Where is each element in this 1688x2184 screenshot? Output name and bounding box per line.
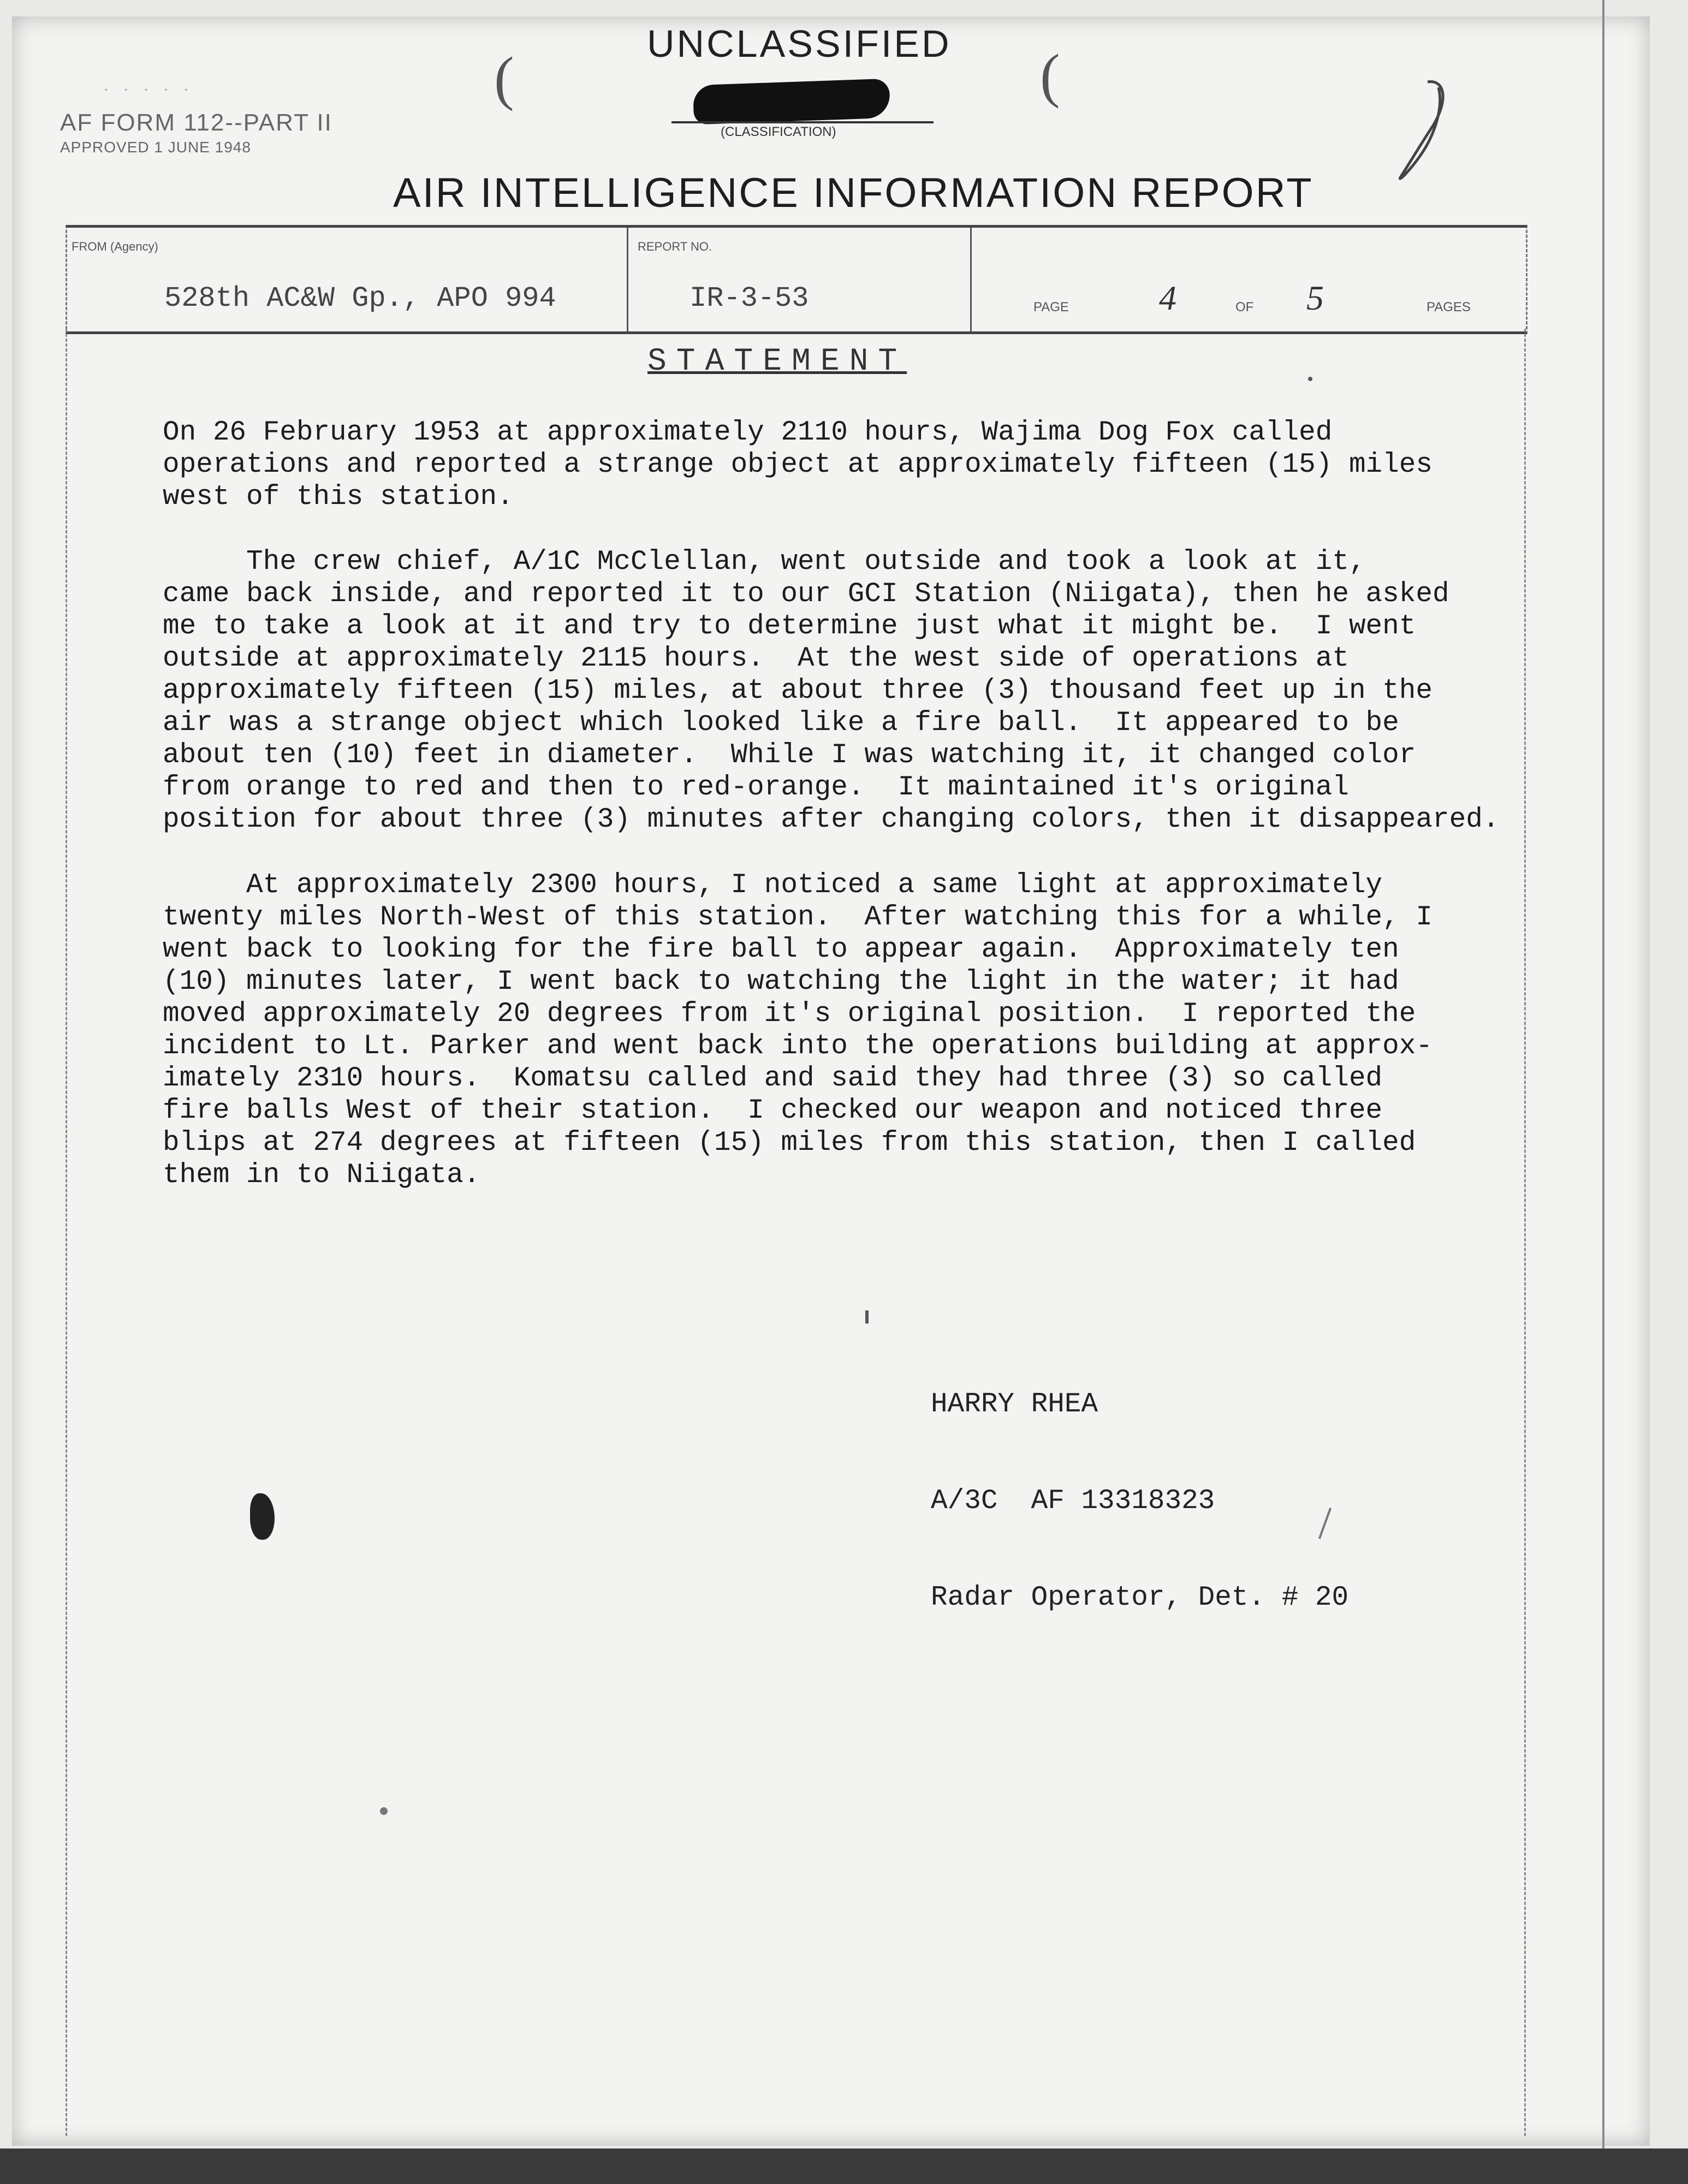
form-approved-date: APPROVED 1 JUNE 1948 xyxy=(60,139,251,156)
classification-label: (CLASSIFICATION) xyxy=(721,124,836,139)
statement-paragraph-1: On 26 February 1953 at approximately 2110 hours, Wajima Dog Fox called operations and reported a strange object at approximately fifteen (15) miles west of this station. xyxy=(163,417,1433,513)
ink-speck xyxy=(1308,377,1312,381)
ink-speck xyxy=(865,1310,869,1324)
page-total: 5 xyxy=(1306,278,1324,317)
scan-bottom-edge xyxy=(0,2149,1688,2184)
redaction-mark xyxy=(693,79,890,125)
margin-rule-right xyxy=(1524,329,1526,2136)
page-edge-right xyxy=(1602,0,1604,2184)
header-divider xyxy=(970,228,972,331)
header-divider xyxy=(627,228,628,331)
statement-paragraph-3: At approximately 2300 hours, I noticed a same light at approximately twenty miles North-West of this station. After watching this for a while, I went back to looking for the fire ball to appear again. Approximately ten (10) minutes later, I went back to watching the light in the water; it had moved approximately 20 degrees from it's original position. I reported the incident to Lt. Parker and went back into the operations building at approx- imately 2310 hours. Komatsu called and said they had three (3) so called fire balls West of their station. I checked our weapon and noticed three blips at 274 degrees at fifteen (15) miles from this station, then I called them in to Niigata. xyxy=(163,870,1433,1191)
statement-paragraph-2: The crew chief, A/1C McClellan, went outside and took a look at it, came back inside, and reported it to our GCI Station (Niigata), then he asked me to take a look at it and try to determine just what it might be. I went outside at approximately 2115 hours. At the west side of operations at approximately fifteen (15) miles, at about three (3) thousand feet up in the air was a strange object which looked like a fire ball. It appeared to be about ten (10) feet in diameter. While I was watching it, it changed color from orange to red and then to red-orange. It maintained it's original position for about three (3) minutes after changing colors, then it disappeared. xyxy=(163,547,1500,835)
form-dots: . . . . . xyxy=(104,76,194,94)
form-number: AF FORM 112--PART II xyxy=(60,109,332,136)
ink-speck xyxy=(380,1807,388,1815)
statement-heading: STATEMENT xyxy=(647,344,907,379)
report-title: AIR INTELLIGENCE INFORMATION REPORT xyxy=(393,170,1313,216)
paren-left-mark: ( xyxy=(494,45,514,111)
classification-underline xyxy=(671,121,934,123)
margin-rule-left xyxy=(66,329,67,2136)
pages-label: PAGES xyxy=(1427,300,1471,314)
signature-block xyxy=(931,1324,1348,1646)
signer-name: HARRY RHEA xyxy=(931,1389,1098,1420)
handwritten-mark-icon xyxy=(1389,76,1466,186)
from-value: 528th AC&W Gp., APO 994 xyxy=(164,282,556,314)
report-no-label: REPORT NO. xyxy=(638,240,712,253)
paren-right-mark: ( xyxy=(1040,42,1060,109)
of-label: OF xyxy=(1235,300,1254,314)
form-identifier xyxy=(60,109,332,156)
page-label: PAGE xyxy=(1033,300,1069,314)
report-no-value: IR-3-53 xyxy=(690,282,809,314)
from-label: FROM (Agency) xyxy=(72,240,158,253)
report-header-box xyxy=(66,225,1527,334)
page-current: 4 xyxy=(1159,278,1176,317)
classification-marking: UNCLASSIFIED xyxy=(647,22,952,65)
signer-rank-serial: A/3C AF 13318323 xyxy=(931,1486,1215,1517)
signer-title: Radar Operator, Det. # 20 xyxy=(931,1582,1349,1613)
